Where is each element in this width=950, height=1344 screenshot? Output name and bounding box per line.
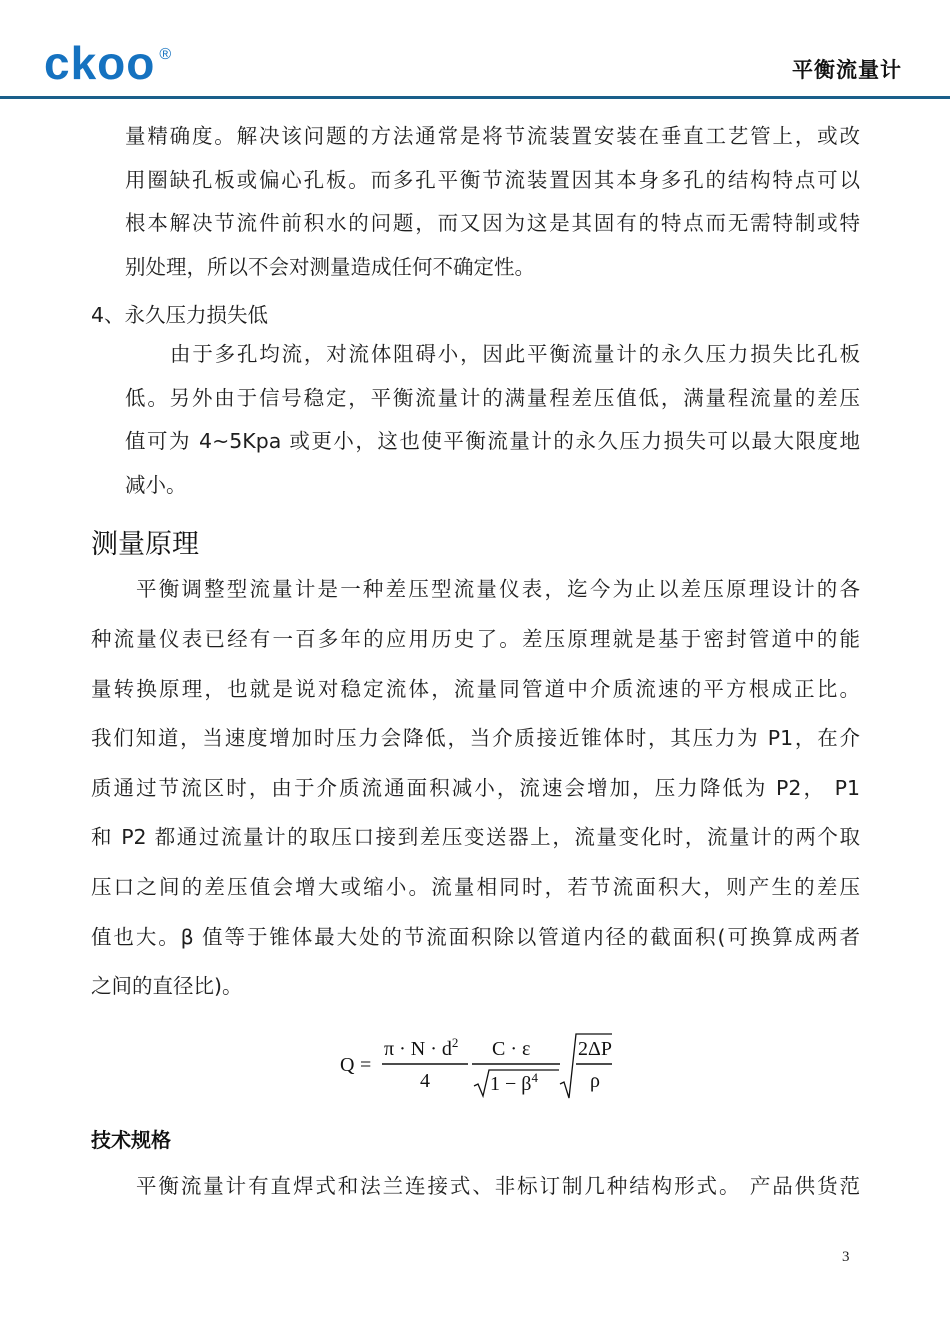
formula-equals: = xyxy=(360,1054,372,1076)
flow-equation xyxy=(340,1030,620,1105)
item-4-heading: 4、永久压力损失低 xyxy=(91,303,269,327)
text-line: 值也大。β 值等于锥体最大处的节流面积除以管道内径的截面积(可换算成两者 xyxy=(91,925,860,949)
text-line: 值可为 4~5Kpa 或更小，这也使平衡流量计的永久压力损失可以最大限度地 xyxy=(125,429,860,453)
text-line: 之间的直径比)。 xyxy=(91,974,243,998)
text-line: 我们知道，当速度增加时压力会降低，当介质接近锥体时，其压力为 P1，在介 xyxy=(91,726,860,750)
page-number: 3 xyxy=(842,1249,850,1265)
text-line: 质通过节流区时，由于介质流通面积减小，流速会增加，压力降低为 P2， P1 xyxy=(91,776,860,800)
logo-text: ckoo xyxy=(44,37,156,89)
formula-fraction2-denominator: $1 - \beta^4$ xyxy=(490,1070,538,1095)
formula-fraction3-denominator: ρ xyxy=(590,1070,600,1092)
text-line: 量精确度。解决该问题的方法通常是将节流装置安装在垂直工艺管上，或改 xyxy=(125,124,860,148)
header-title: 平衡流量计 xyxy=(792,58,902,82)
text-line: 量转换原理，也就是说对稳定流体，流量同管道中介质流速的平方根成正比。 xyxy=(91,677,860,701)
formula-fraction3-numerator: 2ΔP xyxy=(578,1038,612,1060)
header-divider xyxy=(0,96,950,99)
text-line: 和 P2 都通过流量计的取压口接到差压变送器上，流量变化时，流量计的两个取 xyxy=(91,825,860,849)
text-line: 平衡调整型流量计是一种差压型流量仪表，迄今为止以差压原理设计的各 xyxy=(136,577,860,601)
text-line: 减小。 xyxy=(125,473,187,497)
ckoo-logo xyxy=(44,37,173,98)
text-line: 压口之间的差压值会增大或缩小。流量相同时，若节流面积大，则产生的差压 xyxy=(91,875,860,899)
text-line: 低。另外由于信号稳定，平衡流量计的满量程差压值低，满量程流量的差压 xyxy=(125,386,860,410)
text-line: 别处理，所以不会对测量造成任何不确定性。 xyxy=(125,255,535,279)
text-line: 根本解决节流件前积水的问题，而又因为这是其固有的特点而无需特制或特 xyxy=(125,211,860,235)
text-line: 由于多孔均流，对流体阻碍小，因此平衡流量计的永久压力损失比孔板 xyxy=(170,342,860,366)
section-heading-principle: 测量原理 xyxy=(91,529,199,560)
section-heading-specs: 技术规格 xyxy=(91,1128,171,1152)
text-line: 种流量仪表已经有一百多年的应用历史了。差压原理就是基于密封管道中的能 xyxy=(91,627,860,651)
registered-mark: ® xyxy=(159,46,173,63)
formula-lhs: Q xyxy=(340,1054,355,1076)
formula-fraction2-numerator: C · ε xyxy=(492,1038,531,1060)
text-line: 用圈缺孔板或偏心孔板。而多孔平衡节流装置因其本身多孔的结构特点可以 xyxy=(125,168,860,192)
text-line: 平衡流量计有直焊式和法兰连接式、非标订制几种结构形式。 产品供货范 xyxy=(136,1174,860,1198)
formula-fraction1-numerator: $\pi \cdot N \cdot d^2$ xyxy=(384,1035,459,1060)
formula-fraction1-denominator: 4 xyxy=(420,1070,430,1092)
